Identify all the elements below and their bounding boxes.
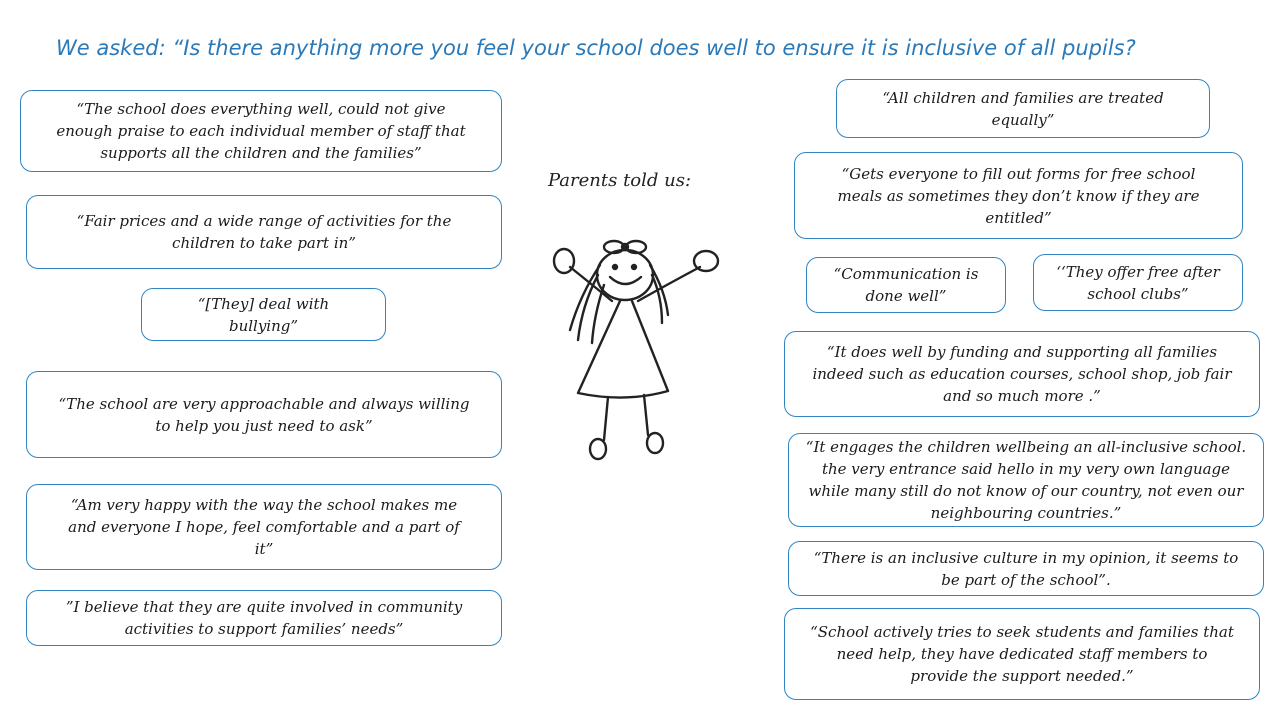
quote-box-right-6 bbox=[788, 433, 1264, 527]
quote-box-right-8 bbox=[784, 608, 1260, 700]
quote-box-right-2 bbox=[794, 152, 1243, 239]
quote-text: “It does well by funding and supporting all families indeed such as education courses, school shop, job fair and so much more .” bbox=[812, 343, 1232, 405]
quote-text: “School actively tries to seek students and families that need help, they have dedicated staff members to provide the support needed.” bbox=[810, 623, 1234, 685]
quote-text: “Gets everyone to fill out forms for free school meals as sometimes they don’t know if they are entitled” bbox=[837, 164, 1200, 227]
quote-box-right-1 bbox=[836, 79, 1210, 138]
quote-text: “All children and families are treated equally” bbox=[882, 88, 1164, 129]
quote-text: “Am very happy with the way the school makes me and everyone I hope, feel comfortable and a part of it” bbox=[68, 496, 460, 558]
quote-text: “There is an inclusive culture in my opinion, it seems to be part of the school”. bbox=[813, 548, 1239, 589]
quote-box-left-5 bbox=[26, 484, 502, 570]
quote-text: “It engages the children wellbeing an all-inclusive school. the very entrance said hello in my very own language while many still do not know of our country, not even our neighbouring countries.” bbox=[805, 438, 1247, 522]
quote-box-right-4 bbox=[1033, 254, 1243, 311]
page-title: We asked: “Is there anything more you feel your school does well to ensure it is inclusive of all pupils? bbox=[56, 36, 1136, 60]
quote-box-left-2 bbox=[26, 195, 502, 269]
quote-box-right-7 bbox=[788, 541, 1264, 596]
quote-text: “The school does everything well, could not give enough praise to each individual member of staff that supports all the children and the families” bbox=[56, 100, 466, 162]
parents-told-us-label: Parents told us: bbox=[548, 170, 692, 191]
quote-text: “Communication is done well” bbox=[833, 265, 979, 305]
quote-text: ”I believe that they are quite involved in community activities to support families’ needs” bbox=[65, 598, 463, 638]
quote-box-left-1 bbox=[20, 90, 502, 172]
quote-box-right-5 bbox=[784, 331, 1260, 417]
quote-box-left-4 bbox=[26, 371, 502, 458]
quote-box-left-3 bbox=[141, 288, 386, 341]
quote-box-right-3 bbox=[806, 257, 1006, 313]
quote-text: “Fair prices and a wide range of activities for the children to take part in” bbox=[76, 212, 452, 252]
quote-text: “[They] deal with bullying” bbox=[197, 294, 330, 335]
quote-text: “The school are very approachable and always willing to help you just need to ask” bbox=[58, 394, 470, 435]
quote-box-left-6 bbox=[26, 590, 502, 646]
quote-text: ‘‘They offer free after school clubs” bbox=[1056, 262, 1220, 303]
stick-figure-girl-icon bbox=[540, 235, 730, 470]
